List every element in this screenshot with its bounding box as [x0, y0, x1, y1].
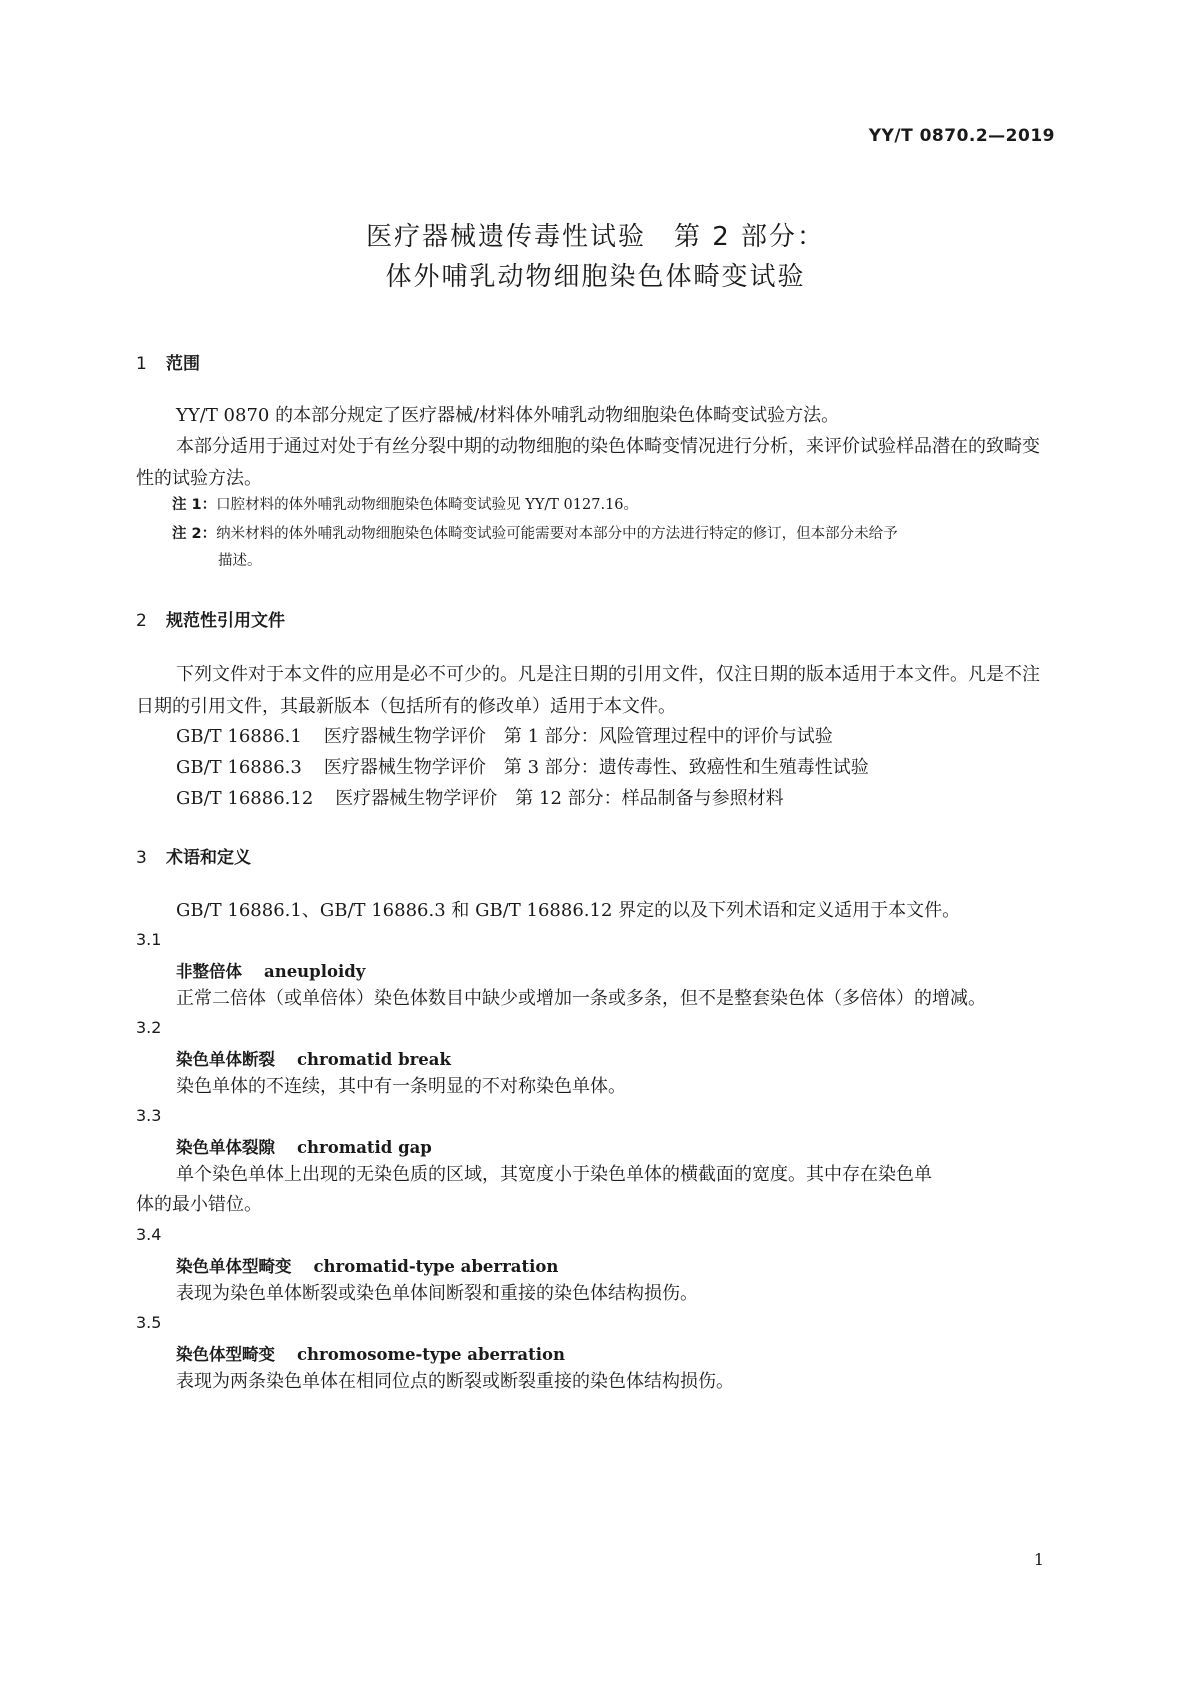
section-title: 规范性引用文件	[166, 611, 285, 631]
term-definition: 染色单体的不连续，其中有一条明显的不对称染色单体。	[176, 1076, 626, 1097]
standard-code: YY/T 0870.2—2019	[868, 126, 1055, 146]
term-definition: 表现为染色单体断裂或染色单体间断裂和重接的染色体结构损伤。	[176, 1283, 698, 1304]
note-text: 纳米材料的体外哺乳动物细胞染色体畸变试验可能需要对本部分中的方法进行特定的修订，但本部分未给予	[216, 526, 898, 542]
term-english: chromatid-type aberration	[313, 1257, 559, 1276]
term-chinese: 非整倍体	[176, 962, 242, 981]
term-definition-continued: 体的最小错位。	[136, 1194, 262, 1215]
reference-code: GB/T 16886.12	[176, 788, 314, 809]
reference-code: GB/T 16886.1	[176, 726, 302, 747]
term-english: chromosome-type aberration	[297, 1345, 565, 1364]
note-1	[172, 491, 1056, 520]
term-chinese: 染色单体型畸变	[176, 1257, 292, 1276]
term-definition: 正常二倍体（或单倍体）染色体数目中缺少或增加一条或多条，但不是整套染色体（多倍体）的增减。	[176, 988, 986, 1009]
section-title: 术语和定义	[166, 848, 251, 868]
title-line-2: 体外哺乳动物细胞染色体畸变试验	[385, 262, 806, 292]
term-chinese: 染色单体断裂	[176, 1050, 275, 1069]
page-number: 1	[1033, 1550, 1044, 1569]
term-heading	[176, 1046, 451, 1070]
section-3-intro: GB/T 16886.1、GB/T 16886.3 和 GB/T 16886.12 界定的以及下列术语和定义适用于本文件。	[176, 900, 961, 921]
term-chinese: 染色单体裂隙	[176, 1138, 275, 1157]
section-number: 1	[136, 354, 147, 374]
reference-title: 医疗器械生物学评价 第 12 部分：样品制备与参照材料	[335, 788, 784, 809]
note-2	[172, 520, 1056, 549]
section-title: 范围	[166, 354, 200, 374]
term-number: 3.3	[136, 1106, 162, 1125]
normative-reference	[176, 753, 869, 779]
term-heading	[176, 1341, 565, 1365]
section-1-paragraph-1: YY/T 0870 的本部分规定了医疗器械/材料体外哺乳动物细胞染色体畸变试验方法。	[176, 405, 840, 426]
term-definition: 单个染色单体上出现的无染色质的区域，其宽度小于染色单体的横截面的宽度。其中存在染色单	[176, 1164, 932, 1185]
term-chinese: 染色体型畸变	[176, 1345, 275, 1364]
normative-reference	[176, 722, 833, 748]
note-2-continued: 描述。	[218, 553, 262, 569]
term-english: aneuploidy	[264, 962, 366, 981]
term-heading	[176, 1253, 558, 1277]
reference-title: 医疗器械生物学评价 第 1 部分：风险管理过程中的评价与试验	[323, 726, 833, 747]
term-number: 3.1	[136, 930, 162, 949]
note-label: 注 2：	[172, 526, 217, 542]
term-number: 3.2	[136, 1018, 162, 1037]
reference-title: 医疗器械生物学评价 第 3 部分：遗传毒性、致癌性和生殖毒性试验	[323, 757, 869, 778]
section-2-heading	[136, 606, 285, 631]
section-1-paragraph-2: 本部分适用于通过对处于有丝分裂中期的动物细胞的染色体畸变情况进行分析，来评价试验样品潜在的致畸变性的试验方法。	[136, 436, 1040, 489]
section-1-heading	[136, 349, 200, 374]
term-definition: 表现为两条染色单体在相同位点的断裂或断裂重接的染色体结构损伤。	[176, 1371, 734, 1392]
term-english: chromatid gap	[297, 1138, 432, 1157]
section-2-paragraph: 下列文件对于本文件的应用是必不可少的。凡是注日期的引用文件，仅注日期的版本适用于本文件。凡是不注日期的引用文件，其最新版本（包括所有的修改单）适用于本文件。	[136, 664, 1040, 717]
note-text: 口腔材料的体外哺乳动物细胞染色体畸变试验见 YY/T 0127.16。	[216, 497, 639, 513]
section-number: 3	[136, 848, 147, 868]
term-number: 3.4	[136, 1225, 162, 1244]
term-heading	[176, 958, 365, 982]
term-number: 3.5	[136, 1313, 162, 1332]
normative-reference	[176, 784, 784, 810]
term-english: chromatid break	[297, 1050, 451, 1069]
term-heading	[176, 1134, 432, 1158]
section-3-heading	[136, 843, 251, 868]
reference-code: GB/T 16886.3	[176, 757, 302, 778]
section-number: 2	[136, 611, 147, 631]
title-line-1: 医疗器械遗传毒性试验 第 2 部分：	[365, 222, 826, 252]
note-label: 注 1：	[172, 497, 217, 513]
